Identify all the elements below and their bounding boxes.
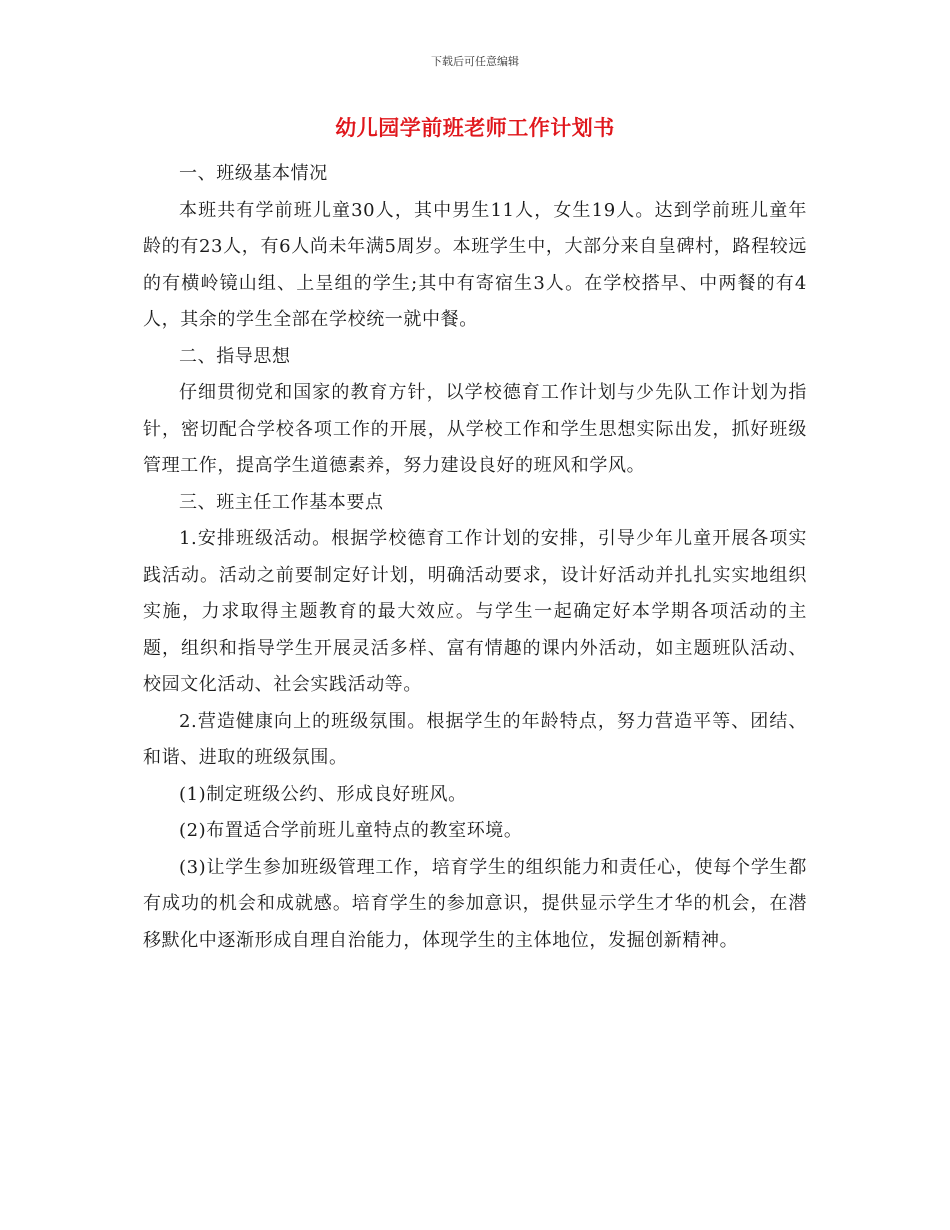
document-title: 幼儿园学前班老师工作计划书 <box>335 115 615 140</box>
section-heading-key-points: 三、班主任工作基本要点 <box>179 491 384 513</box>
document-body <box>143 156 807 959</box>
paragraph-classroom-environment: (2)布置适合学前班儿童特点的教室环境。 <box>179 820 523 841</box>
paragraph-class-activities: 1.安排班级活动。根据学校德育工作计划的安排，引导少年儿童开展各项实践活动。活动之前要制定好计划，明确活动要求，设计好活动并扎扎实实地组织实施，力求取得主题教育的最大效应。与学生一起确定好本学期各项活动的主题，组织和指导学生开展灵活多样、富有情趣的课内外活动，如主题班队活动、校园文化活动、社会实践活动等。 <box>143 528 807 695</box>
paragraph-guiding-ideology: 仔细贯彻党和国家的教育方针，以学校德育工作计划与少先队工作计划为指针，密切配合学校各项工作的开展，从学校工作和学生思想实际出发，抓好班级管理工作，提高学生道德素养，努力建设良好的班风和学风。 <box>143 382 807 476</box>
paragraph-class-atmosphere: 2.营造健康向上的班级氛围。根据学生的年龄特点，努力营造平等、团结、和谐、进取的班级氛围。 <box>143 710 807 768</box>
paragraph-student-management: (3)让学生参加班级管理工作，培育学生的组织能力和责任心，使每个学生都有成功的机会和成就感。培育学生的参加意识，提供显示学生才华的机会，在潜移默化中逐渐形成自理自治能力，体现学生的主体地位，发掘创新精神。 <box>143 856 807 951</box>
section-heading-guiding-ideology: 二、指导思想 <box>179 345 291 367</box>
section-heading-basic-info: 一、班级基本情况 <box>179 163 328 184</box>
header-note: 下载后可任意编辑 <box>431 55 519 68</box>
paragraph-basic-info: 本班共有学前班儿童30人，其中男生11人，女生19人。达到学前班儿童年龄的有23人，有6人尚未年满5周岁。本班学生中，大部分来自皇碑村，路程较远的有横岭镜山组、上呈组的学生;其中有寄宿生3人。在学校搭早、中两餐的有4人，其余的学生全部在学校统一就中餐。 <box>143 199 807 330</box>
paragraph-class-convention: (1)制定班级公约、形成良好班风。 <box>179 783 467 805</box>
